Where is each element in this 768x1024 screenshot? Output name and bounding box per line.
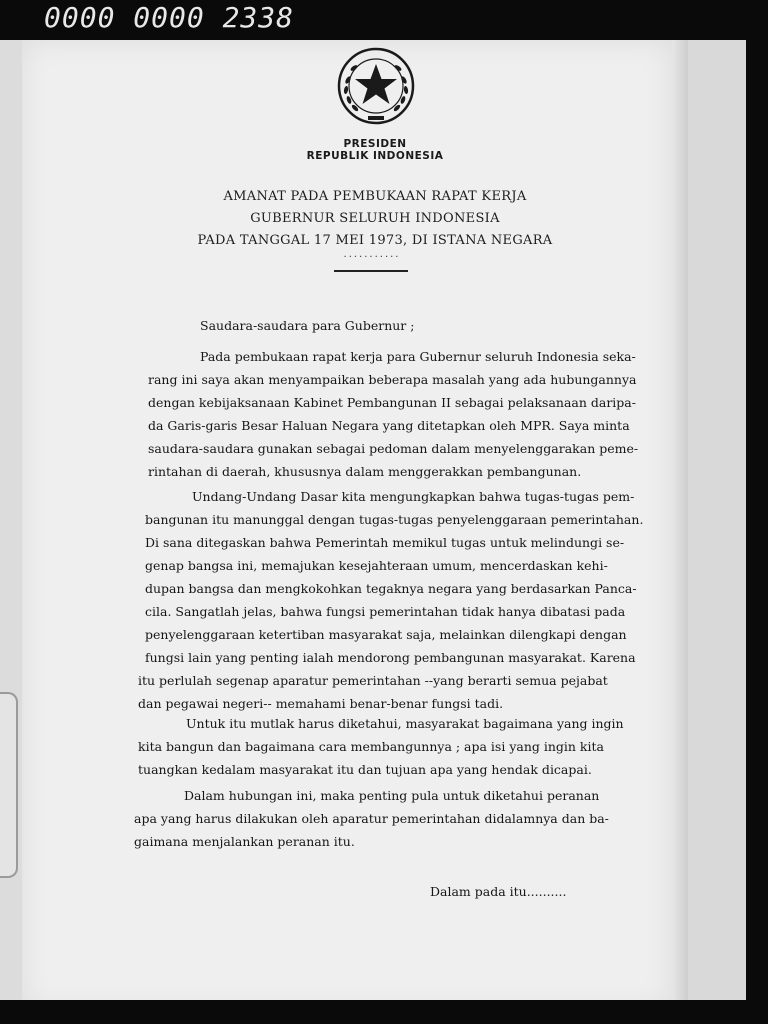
continuation-line: Dalam pada itu.......... (430, 884, 567, 899)
body-line: tuangkan kedalam masyarakat itu dan tujuan apa yang hendak dicapai. (138, 762, 592, 777)
body-line: genap bangsa ini, memajukan kesejahteraan umum, mencerdaskan kehi- (145, 558, 608, 573)
film-bottom-strip (0, 1000, 768, 1024)
letterhead-line-2: REPUBLIK INDONESIA (306, 150, 444, 162)
star-wreath-emblem-icon (334, 46, 418, 126)
title-line-3: PADA TANGGAL 17 MEI 1973, DI ISTANA NEGARA (197, 233, 553, 248)
body-line: Di sana ditegaskan bahwa Pemerintah memikul tugas untuk melindungi se- (145, 535, 625, 550)
body-line: Untuk itu mutlak harus diketahui, masyarakat bagaimana yang ingin (186, 716, 624, 731)
frame-number: 0000 0000 2338 (44, 1, 295, 34)
body-line: Undang-Undang Dasar kita mengungkapkan bahwa tugas-tugas pem- (192, 489, 635, 504)
body-line: bangunan itu manunggal dengan tugas-tugas penyelenggaraan pemerintahan. (145, 512, 644, 527)
body-line: dan pegawai negeri-- memahami benar-benar fungsi tadi. (138, 696, 504, 711)
title-dots: ........... (343, 249, 401, 260)
salutation-line: Saudara-saudara para Gubernur ; (200, 318, 415, 333)
body-line: da Garis-garis Besar Haluan Negara yang ditetapkan oleh MPR. Saya minta (148, 418, 630, 433)
body-line: Pada pembukaan rapat kerja para Gubernur seluruh Indonesia seka- (200, 349, 636, 364)
binder-clip (0, 692, 18, 878)
body-line: dupan bangsa dan mengkokohkan tegaknya negara yang berdasarkan Panca- (145, 581, 637, 596)
body-line: Dalam hubungan ini, maka penting pula untuk diketahui peranan (184, 788, 600, 803)
body-line: rang ini saya akan menyampaikan beberapa masalah yang ada hubungannya (148, 372, 637, 387)
right-backing-sheet (688, 40, 746, 1015)
body-line: kita bangun dan bagaimana cara membangunnya ; apa isi yang ingin kita (138, 739, 604, 754)
body-line: penyelenggaraan ketertiban masyarakat saja, melainkan dilengkapi dengan (145, 627, 627, 642)
title-line-1: AMANAT PADA PEMBUKAAN RAPAT KERJA (223, 189, 527, 204)
body-line: dengan kebijaksanaan Kabinet Pembangunan II sebagai pelaksanaan daripa- (148, 395, 636, 410)
letterhead-line-1: PRESIDEN (343, 138, 407, 150)
title-underline (334, 270, 408, 272)
body-line: saudara-saudara gunakan sebagai pedoman dalam menyelenggarakan peme- (148, 441, 639, 456)
body-line: rintahan di daerah, khususnya dalam menggerakkan pembangunan. (148, 464, 582, 479)
body-line: fungsi lain yang penting ialah mendorong pembangunan masyarakat. Karena (145, 650, 636, 665)
body-line: cila. Sangatlah jelas, bahwa fungsi pemerintahan tidak hanya dibatasi pada (145, 604, 626, 619)
title-line-2: GUBERNUR SELURUH INDONESIA (250, 211, 500, 226)
body-line: itu perlulah segenap aparatur pemerintahan --yang berarti semua pejabat (138, 673, 608, 688)
body-line: apa yang harus dilakukan oleh aparatur pemerintahan didalamnya dan ba- (134, 811, 609, 826)
body-line: gaimana menjalankan peranan itu. (134, 834, 355, 849)
